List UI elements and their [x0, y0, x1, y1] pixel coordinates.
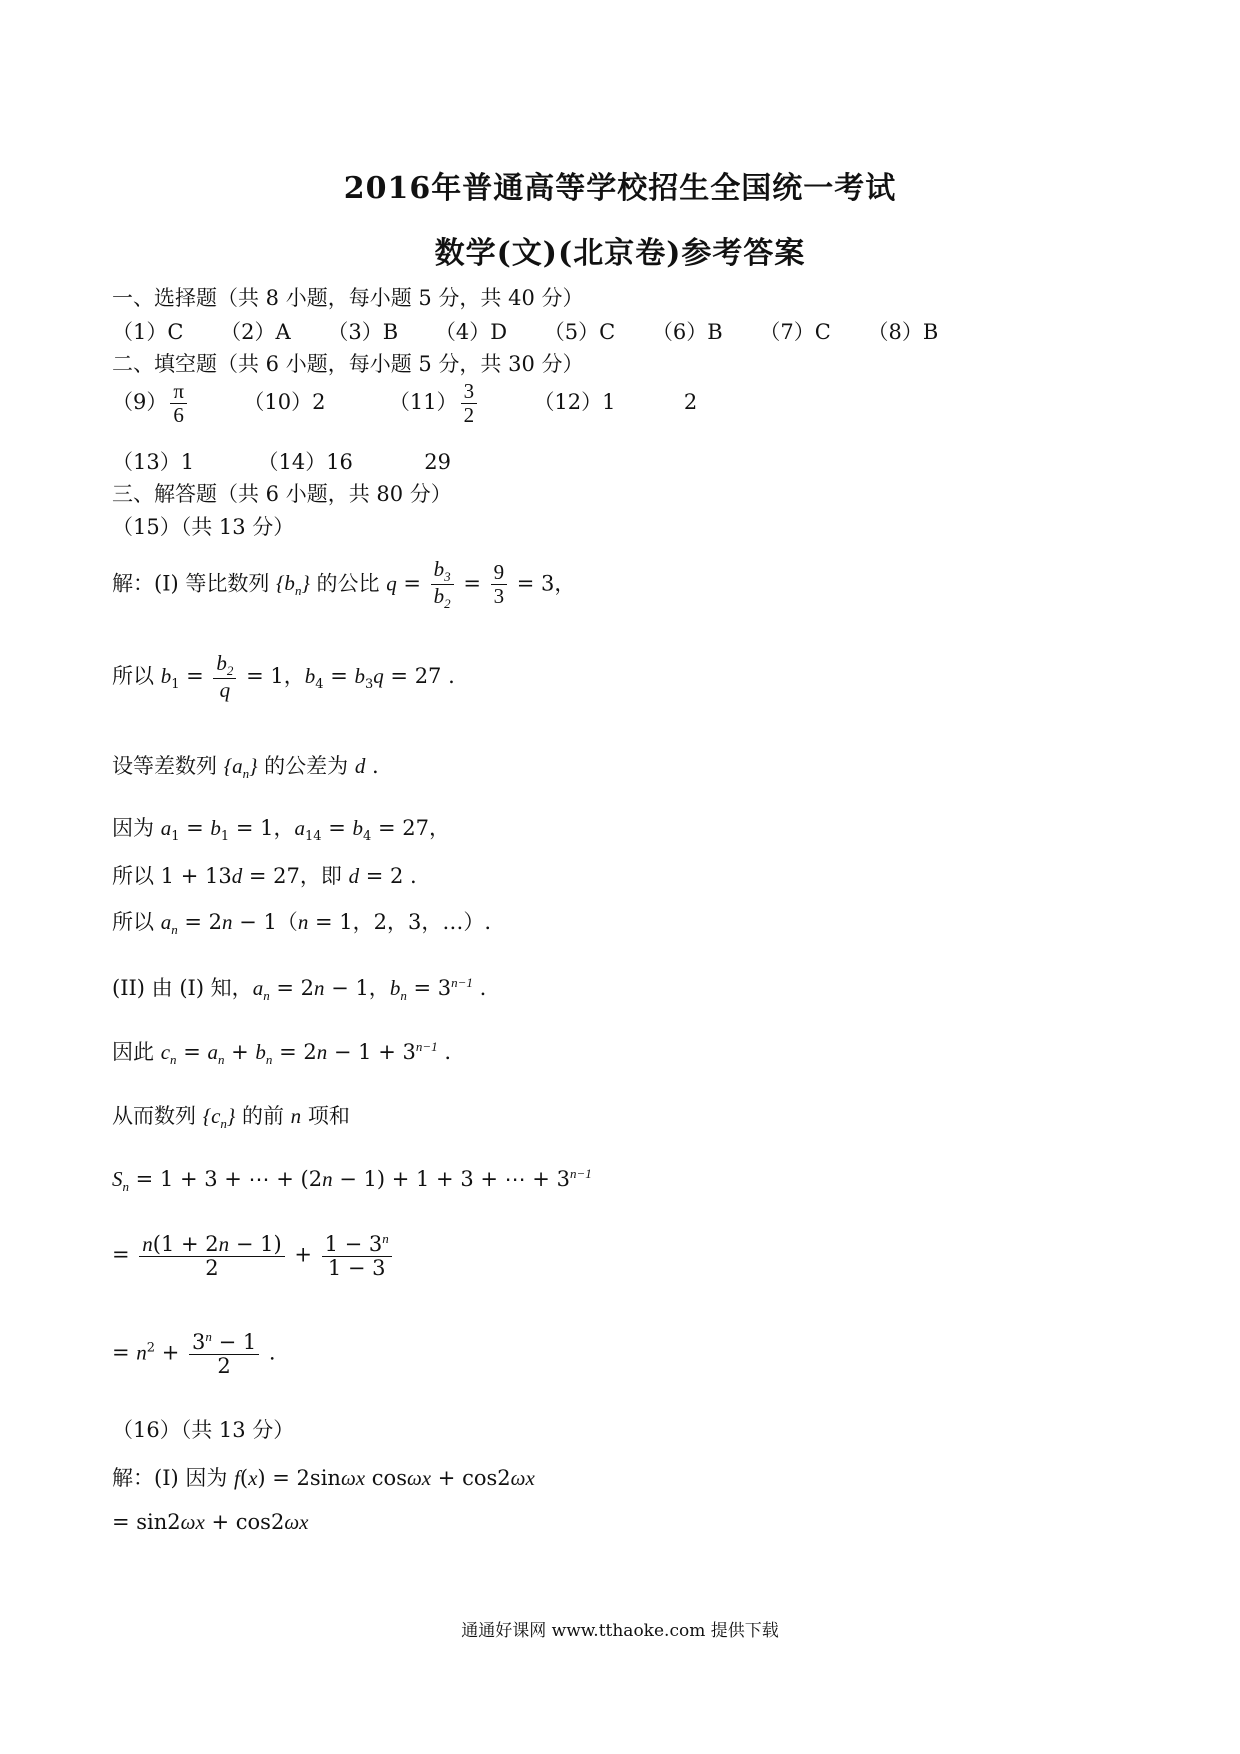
section-choice-heading: 一、选择题（共 8 小题，每小题 5 分，共 40 分） [112, 286, 584, 310]
q14-answer: （14）16 [257, 450, 353, 474]
p15-step-b1: 所以 $b_1$ = $\frac{b_2}{q}$ = 1，$b_4 = b_3q = 27$ . [112, 651, 455, 703]
answer-7: （7）C [759, 320, 831, 344]
answer-2: （2）A [220, 320, 291, 344]
p16-step-1: 解：(I) 因为 f(x) = 2sinωx cosωx + cos2ωx [112, 1466, 535, 1490]
q11-label: （11） [388, 390, 458, 415]
p15-step-result: = $n^2$ + $\frac{3^n - 1}{2}$ . [112, 1329, 276, 1379]
p16-step-2: = sin2ωx + cos2ωx [112, 1510, 309, 1534]
answer-8: （8）B [867, 320, 939, 344]
fill-answers-row-2 [112, 446, 451, 476]
p15-step-cn: 因此 $c_n = a_n + b_n = 2n - 1 + 3^{n-1}$ . [112, 1039, 451, 1068]
p15-step-d-value: 所以 1 + 13d = 27，即 d = 2 . [112, 864, 417, 888]
p15-step-sum: $S_n = 1 + 3$ + ⋯ + (2n − 1) + 1 + 3 + ⋯ + $3^{n-1}$ [112, 1166, 592, 1195]
choice-answers-row [112, 316, 938, 346]
p15-step-sum-fraction: = $\frac{n(1 + 2n - 1)}{2}$ + $\frac{1 - 3^n}{1 - 3}$ [112, 1232, 395, 1280]
answer-4: （4）D [434, 320, 508, 344]
q10-answer: （10）2 [243, 390, 326, 415]
section-fill-heading: 二、填空题（共 6 小题，每小题 5 分，共 30 分） [112, 352, 584, 376]
fill-answers-row-1 [112, 380, 697, 427]
q9-label: （9） [112, 390, 168, 415]
section-solve-heading: 三、解答题（共 6 小题，共 80 分） [112, 482, 452, 506]
answer-1: （1）C [112, 320, 184, 344]
page-subtitle: 数学(文)(北京卷)参考答案 [434, 236, 806, 271]
p15-step-part2: (II) 由 (I) 知，$a_n = 2n - 1$，$b_n = 3^{n-1}$ . [112, 975, 487, 1004]
page-footer: 通通好课网 www.tthaoke.com 提供下载 [461, 1621, 779, 1641]
p15-step-ratio: 解：(I) 等比数列 $\{b_n\}$ 的公比 q = $\frac{b_3}{b_2}$ = $\frac{9}{3}$ = 3， [112, 557, 576, 612]
p15-step-a1: 因为 $a_1 = b_1 = 1$，$a_{14} = b_4 = 27$， [112, 816, 450, 845]
problem-16-heading: （16）（共 13 分） [112, 1418, 295, 1442]
q12-answer-b: 2 [683, 390, 698, 415]
p15-step-d: 设等差数列 $\{a_n\}$ 的公差为 d . [112, 754, 379, 782]
answer-5: （5）C [543, 320, 616, 344]
problem-15-heading: （15）（共 13 分） [112, 515, 295, 539]
q9-fraction: $\frac{\pi}{6}$ [170, 380, 187, 427]
p15-step-sum-intro: 从而数列 $\{c_n\}$ 的前 n 项和 [112, 1104, 350, 1132]
q11-fraction: $\frac{3}{2}$ [461, 380, 478, 427]
p15-step-an: 所以 $a_n = 2n - 1(n = 1$，2，3，…）. [112, 910, 492, 938]
page-title: 2016年普通高等学校招生全国统一考试 [343, 171, 897, 206]
q13-answer: （13）1 [112, 450, 195, 474]
answer-6: （6）B [651, 320, 723, 344]
answer-3: （3）B [327, 320, 399, 344]
q12-answer: （12）1 [533, 390, 616, 415]
q14-answer-b: 29 [424, 450, 452, 474]
